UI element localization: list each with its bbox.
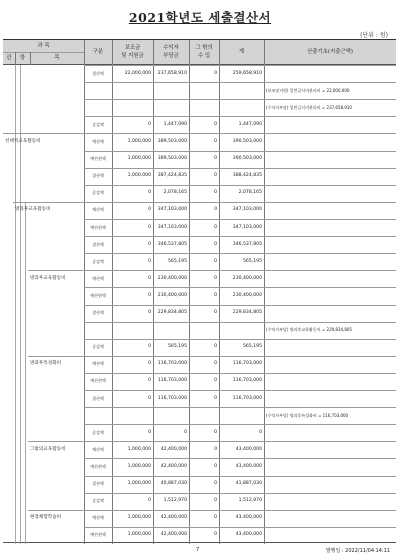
- row-gubun: 예산액: [92, 515, 104, 521]
- cell-bojo: 0: [148, 361, 151, 367]
- cell-suik: 347,103,000: [157, 207, 187, 213]
- header-basis: 산출기초(지출근액): [307, 49, 353, 55]
- cell-total: 346,537,805: [232, 241, 262, 247]
- cell-total: 1,512,970: [238, 498, 262, 504]
- row-divider: [28, 441, 396, 442]
- cell-total: 390,503,000: [232, 138, 262, 144]
- row-divider: [3, 133, 396, 134]
- cell-other: 0: [214, 446, 217, 452]
- cell-suik: 389,503,000: [157, 156, 187, 162]
- cell-total: 1,447,090: [238, 121, 262, 127]
- cell-other: 0: [214, 207, 217, 213]
- row-gubun: 증감액: [92, 498, 104, 504]
- row-gubun: 예산액: [92, 446, 104, 452]
- row-gubun: 결산액: [92, 173, 104, 179]
- hierarchy-line: [15, 65, 16, 544]
- cell-bojo: 1,000,000: [127, 464, 151, 470]
- cell-suik: 1,512,970: [163, 498, 187, 504]
- row-gubun: 예산현액: [90, 224, 106, 230]
- cell-suik: 1,447,090: [163, 121, 187, 127]
- header-gwamok: 과 목: [37, 43, 50, 49]
- row-divider: [84, 424, 396, 425]
- row-divider: [84, 168, 396, 169]
- cell-total: 116,703,000: [232, 395, 262, 401]
- cell-suik: 229,834,805: [157, 310, 187, 316]
- cell-suik: 2,078,165: [163, 190, 187, 196]
- basis-note: (수익자부담) 방과후교육활동비 = 229,834,805: [266, 327, 352, 333]
- row-gubun: 예산현액: [90, 532, 106, 538]
- header-hang: 항: [19, 55, 26, 61]
- column-divider: [15, 52, 16, 65]
- cell-bojo: 22,000,000: [124, 70, 151, 76]
- header-gubun: 구분: [92, 49, 104, 55]
- row-divider: [84, 236, 396, 237]
- page-number: 7: [196, 547, 200, 553]
- cell-other: 0: [214, 190, 217, 196]
- row-divider: [84, 219, 396, 220]
- cell-total: 347,103,000: [232, 207, 262, 213]
- row-gubun: 증감액: [92, 344, 104, 350]
- row-divider: [84, 458, 396, 459]
- row-divider: [13, 202, 396, 203]
- cell-bojo: 1,000,000: [127, 173, 151, 179]
- item-name: 방과후특성화비: [30, 361, 62, 367]
- cell-other: 0: [214, 464, 217, 470]
- header-gwan: 관: [6, 55, 12, 61]
- cell-bojo: 0: [148, 498, 151, 504]
- cell-total: 347,103,000: [232, 224, 262, 230]
- cell-bojo: 0: [148, 241, 151, 247]
- cell-bojo: 0: [148, 395, 151, 401]
- row-gubun: 결산액: [92, 241, 104, 247]
- settlement-table: [3, 39, 396, 543]
- row-divider: [84, 82, 396, 83]
- cell-bojo: 0: [148, 121, 151, 127]
- row-divider: [84, 339, 396, 340]
- column-divider: [30, 52, 31, 65]
- cell-other: 0: [214, 173, 217, 179]
- header-other-2: 수 입: [197, 53, 211, 59]
- row-divider: [84, 390, 396, 391]
- cell-other: 0: [214, 275, 217, 281]
- cell-other: 0: [214, 515, 217, 521]
- item-name: 그밖의교육활동비: [30, 446, 66, 452]
- basis-note: (수익자부담) 방과후특성화비 = 116,703,000: [266, 412, 349, 418]
- header-suik-2: 부담금: [163, 53, 179, 59]
- cell-suik: 230,400,000: [157, 292, 187, 298]
- hierarchy-line: [20, 65, 21, 544]
- cell-suik: 237,658,910: [157, 70, 187, 76]
- cell-bojo: 0: [148, 378, 151, 384]
- row-divider: [84, 476, 396, 477]
- cell-other: 0: [214, 138, 217, 144]
- item-name: 방과후교육활동비: [30, 275, 66, 281]
- cell-bojo: 1,000,000: [127, 515, 151, 521]
- cell-bojo: 0: [148, 190, 151, 196]
- unit-label: (단위 : 원): [360, 32, 388, 39]
- cell-other: 0: [214, 532, 217, 538]
- row-divider: [84, 253, 396, 254]
- cell-bojo: 1,000,000: [127, 138, 151, 144]
- row-divider: [84, 322, 396, 323]
- item-name: 방과후교육활동비: [15, 207, 51, 213]
- row-divider: [28, 510, 396, 511]
- cell-other: 0: [214, 224, 217, 230]
- cell-total: 43,400,000: [235, 532, 262, 538]
- cell-suik: 565,195: [168, 258, 187, 264]
- cell-other: 0: [214, 258, 217, 264]
- cell-total: 116,703,000: [232, 361, 262, 367]
- cell-other: 0: [214, 241, 217, 247]
- row-divider: [84, 493, 396, 494]
- row-gubun: 결산액: [92, 481, 104, 487]
- cell-other: 0: [214, 395, 217, 401]
- cell-suik: 0: [184, 429, 187, 435]
- row-divider: [84, 305, 396, 306]
- cell-total: 565,195: [243, 344, 262, 350]
- cell-total: 565,195: [243, 258, 262, 264]
- cell-suik: 116,703,000: [157, 378, 187, 384]
- row-gubun: 증감액: [92, 121, 104, 127]
- cell-suik: 40,887,030: [160, 481, 187, 487]
- cell-total: 259,658,910: [232, 70, 262, 76]
- row-gubun: 증감액: [92, 258, 104, 264]
- cell-other: 0: [214, 498, 217, 504]
- issue-date: 발행일 : 2022/11/04 14:11: [325, 548, 390, 554]
- row-gubun: 결산액: [92, 395, 104, 401]
- cell-other: 0: [214, 344, 217, 350]
- row-gubun: 예산액: [92, 138, 104, 144]
- page-title: 2021학년도 세출결산서: [128, 10, 272, 25]
- row-gubun: 예산액: [92, 207, 104, 213]
- row-gubun: 예산액: [92, 275, 104, 281]
- header-other-1: 그 밖의: [195, 45, 213, 51]
- cell-other: 0: [214, 156, 217, 162]
- cell-suik: 42,400,000: [160, 515, 187, 521]
- cell-total: 43,400,000: [235, 515, 262, 521]
- cell-other: 0: [214, 70, 217, 76]
- cell-bojo: 1,000,000: [127, 532, 151, 538]
- cell-suik: 347,103,000: [157, 224, 187, 230]
- cell-suik: 42,400,000: [160, 464, 187, 470]
- cell-bojo: 0: [148, 310, 151, 316]
- cell-bojo: 0: [148, 207, 151, 213]
- cell-total: 230,400,000: [232, 275, 262, 281]
- cell-total: 43,400,000: [235, 446, 262, 452]
- row-divider: [28, 270, 396, 271]
- row-divider: [84, 185, 396, 186]
- cell-suik: 116,703,000: [157, 361, 187, 367]
- cell-other: 0: [214, 378, 217, 384]
- cell-suik: 565,195: [168, 344, 187, 350]
- row-gubun: 결산액: [92, 310, 104, 316]
- cell-total: 229,834,805: [232, 310, 262, 316]
- header-bojo-1: 보조금: [124, 45, 141, 51]
- cell-other: 0: [214, 121, 217, 127]
- item-name: 선택적교육활동비: [5, 138, 41, 144]
- cell-total: 0: [259, 429, 262, 435]
- row-divider: [84, 151, 396, 152]
- row-gubun: 결산액: [92, 70, 104, 76]
- row-divider: [84, 527, 396, 528]
- row-gubun: 예산현액: [90, 378, 106, 384]
- cell-total: 230,400,000: [232, 292, 262, 298]
- cell-total: 43,400,000: [235, 464, 262, 470]
- basis-note: (수익자부담) 일반급식비관리비 = 237,658,910: [266, 104, 352, 110]
- header-mok: 목: [54, 55, 60, 61]
- row-gubun: 예산현액: [90, 156, 106, 162]
- cell-total: 116,703,000: [232, 378, 262, 384]
- cell-suik: 387,424,835: [157, 173, 187, 179]
- row-divider: [84, 407, 396, 408]
- cell-other: 0: [214, 292, 217, 298]
- row-gubun: 예산현액: [90, 464, 106, 470]
- header-total: 계: [238, 49, 245, 55]
- row-divider: [28, 356, 396, 357]
- cell-bojo: 0: [148, 224, 151, 230]
- cell-suik: 116,703,000: [157, 395, 187, 401]
- cell-bojo: 1,000,000: [127, 446, 151, 452]
- cell-suik: 389,503,000: [157, 138, 187, 144]
- row-divider: [84, 99, 396, 100]
- row-divider: [84, 65, 396, 66]
- cell-total: 390,503,000: [232, 156, 262, 162]
- cell-total: 2,078,165: [238, 190, 262, 196]
- cell-total: 41,887,030: [235, 481, 262, 487]
- hierarchy-line: [25, 202, 26, 544]
- cell-total: 388,424,835: [232, 173, 262, 179]
- cell-bojo: 0: [148, 429, 151, 435]
- cell-suik: 230,400,000: [157, 275, 187, 281]
- cell-bojo: 1,000,000: [127, 156, 151, 162]
- cell-other: 0: [214, 310, 217, 316]
- header-suik-1: 수익자: [163, 45, 179, 51]
- cell-other: 0: [214, 429, 217, 435]
- cell-bojo: 0: [148, 292, 151, 298]
- cell-bojo: 0: [148, 344, 151, 350]
- header-bojo-2: 및 지원금: [121, 53, 144, 59]
- row-divider: [84, 373, 396, 374]
- cell-suik: 42,400,000: [160, 446, 187, 452]
- row-gubun: 예산현액: [90, 292, 106, 298]
- row-gubun: 예산액: [92, 361, 104, 367]
- cell-other: 0: [214, 361, 217, 367]
- cell-bojo: 0: [148, 275, 151, 281]
- item-name: 현장체험학습비: [30, 515, 62, 521]
- row-gubun: 증감액: [92, 429, 104, 435]
- basis-note: (보조및지원) 일반급식비관리비 = 22,000,000: [266, 87, 350, 93]
- row-gubun: 증감액: [92, 190, 104, 196]
- cell-bojo: 0: [148, 258, 151, 264]
- cell-bojo: 1,000,000: [127, 481, 151, 487]
- row-divider: [84, 287, 396, 288]
- row-divider: [84, 116, 396, 117]
- cell-other: 0: [214, 481, 217, 487]
- cell-suik: 346,537,805: [157, 241, 187, 247]
- cell-suik: 42,400,000: [160, 532, 187, 538]
